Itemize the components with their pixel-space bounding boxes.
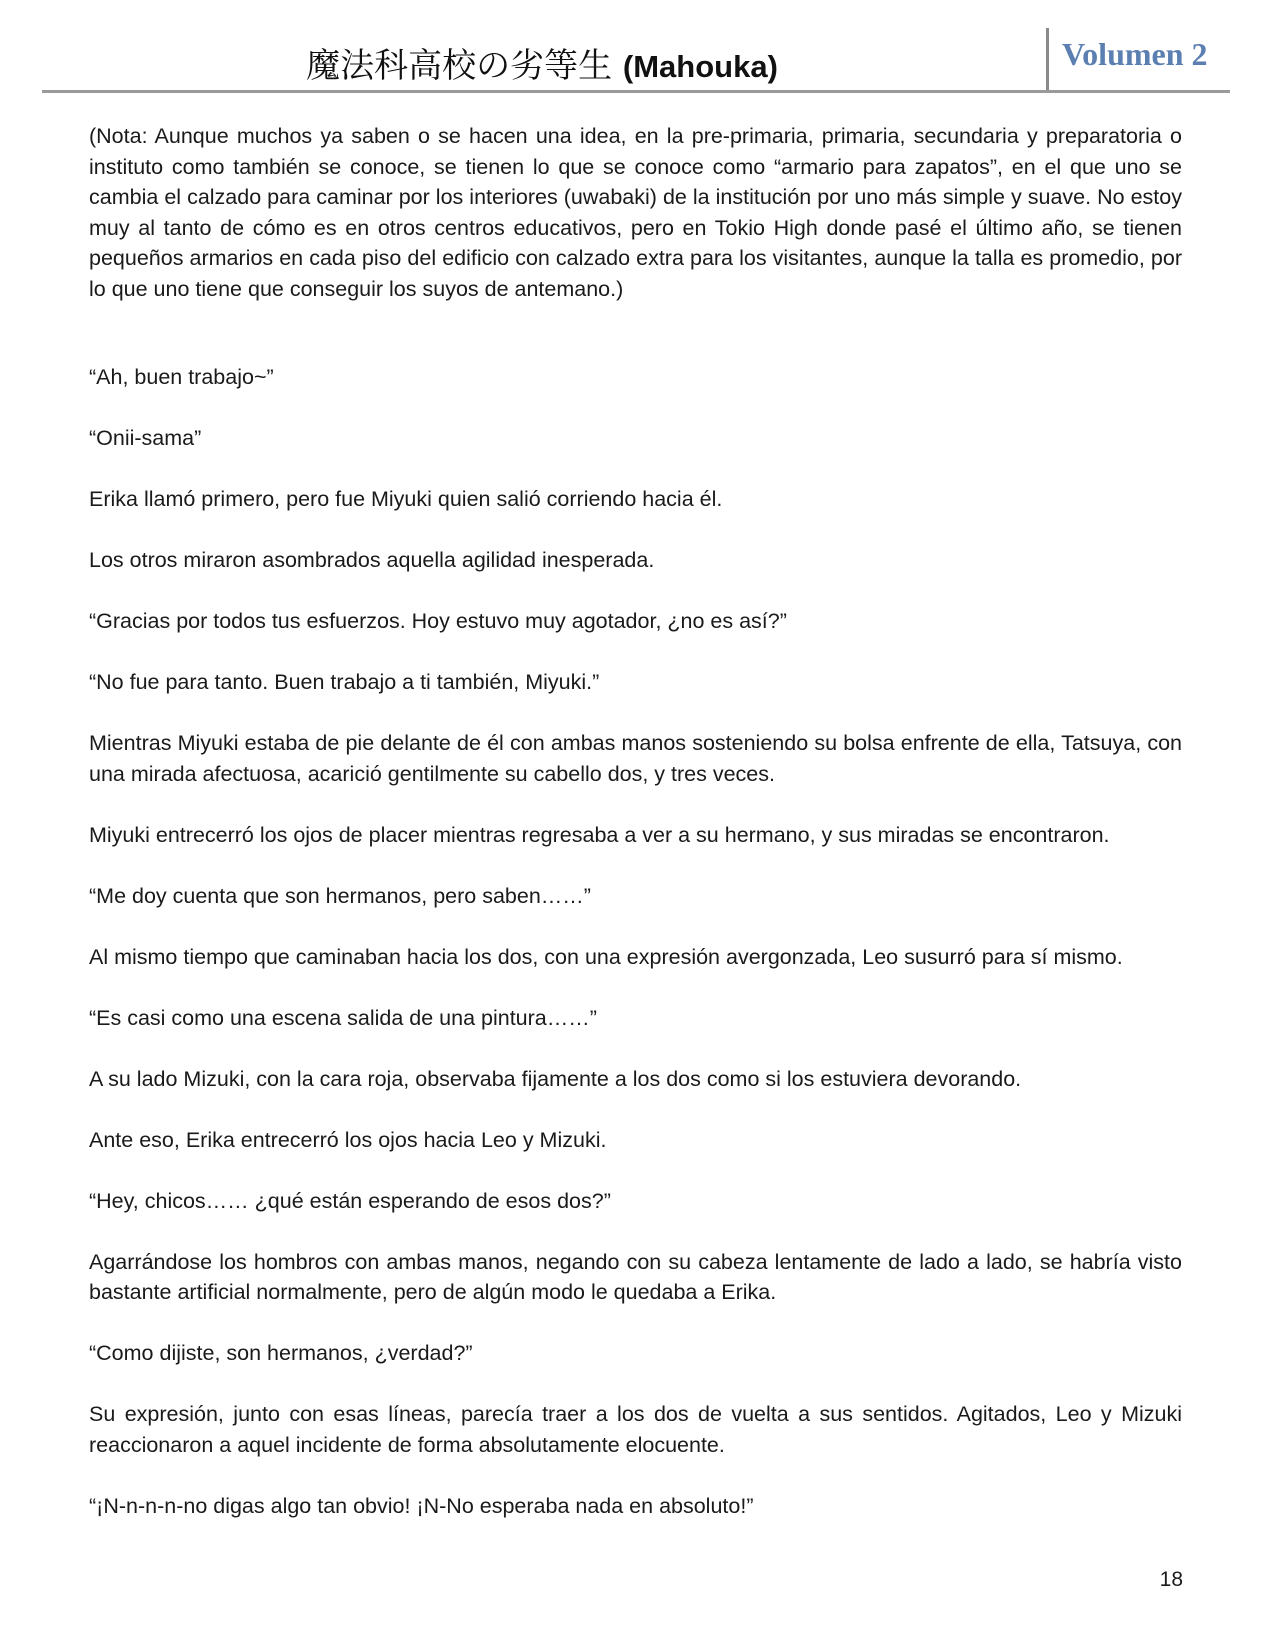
paragraph: Su expresión, junto con esas líneas, parecía traer a los dos de vuelta a sus sentidos. Agitados, Leo y Mizuki reaccionaron a aquel incidente de forma absolutamente elocuente. — [89, 1402, 1182, 1457]
page-body — [89, 121, 1182, 1552]
header-title-jp: 魔法科高校の劣等生 — [306, 46, 623, 86]
paragraph: Al mismo tiempo que caminaban hacia los dos, con una expresión avergonzada, Leo susurró para sí mismo. — [89, 944, 1123, 969]
header-rule — [42, 90, 1230, 93]
header-title — [42, 38, 1042, 87]
paragraph: “Es casi como una escena salida de una pintura……” — [89, 1005, 597, 1030]
paragraph: Erika llamó primero, pero fue Miyuki quien salió corriendo hacia él. — [89, 487, 723, 511]
paragraph: Agarrándose los hombros con ambas manos, negando con su cabeza lentamente de lado a lado, se habría visto bastante artificial normalmente, pero de algún modo le quedaba a Erika. — [89, 1249, 1182, 1304]
header-divider — [1046, 28, 1049, 90]
page-number: 18 — [1159, 1568, 1183, 1591]
paragraph: “No fue para tanto. Buen trabajo a ti también, Miyuki.” — [89, 670, 600, 694]
paragraph: “¡N-n-n-n-no digas algo tan obvio! ¡N-No esperaba nada en absoluto!” — [89, 1493, 754, 1518]
header-title-latin: (Mahouka) — [622, 49, 778, 84]
paragraph: “Hey, chicos…… ¿qué están esperando de esos dos?” — [89, 1188, 611, 1213]
paragraph: “Ah, buen trabajo~” — [89, 365, 274, 389]
paragraph: “Gracias por todos tus esfuerzos. Hoy estuvo muy agotador, ¿no es así?” — [89, 609, 787, 633]
paragraph: Ante eso, Erika entrecerró los ojos hacia Leo y Mizuki. — [89, 1127, 607, 1152]
paragraph: “Me doy cuenta que son hermanos, pero saben……” — [89, 883, 591, 908]
paragraph: Mientras Miyuki estaba de pie delante de él con ambas manos sosteniendo su bolsa enfrente de ella, Tatsuya, con una mirada afectuosa, acarició gentilmente su cabello dos, y tres veces. — [89, 731, 1182, 786]
header-volume: Volumen 2 — [1062, 36, 1208, 72]
paragraph: “Como dijiste, son hermanos, ¿verdad?” — [89, 1341, 473, 1365]
paragraph: Miyuki entrecerró los ojos de placer mientras regresaba a ver a su hermano, y sus miradas se encontraron. — [89, 822, 1110, 847]
paragraph: A su lado Mizuki, con la cara roja, observaba fijamente a los dos como si los estuviera devorando. — [89, 1066, 1022, 1091]
paragraph: “Onii-sama” — [89, 426, 202, 450]
page-header — [42, 28, 1230, 90]
paragraph: Los otros miraron asombrados aquella agilidad inesperada. — [89, 548, 655, 572]
translator-note: (Nota: Aunque muchos ya saben o se hacen una idea, en la pre-primaria, primaria, secundaria y preparatoria o instituto como también se conoce, se tienen lo que se conoce como “armario para zapatos”, en el que uno se cambia el calzado para caminar por los interiores (uwabaki) de la institución por uno más simple y suave. No estoy muy al tanto de cómo es en otros centros educativos, pero en Tokio High donde pasé el último año, se tienen pequeños armarios en cada piso del edificio con calzado extra para los visitantes, aunque la talla es promedio, por lo que uno tiene que conseguir los suyos de antemano.) — [89, 124, 1182, 301]
